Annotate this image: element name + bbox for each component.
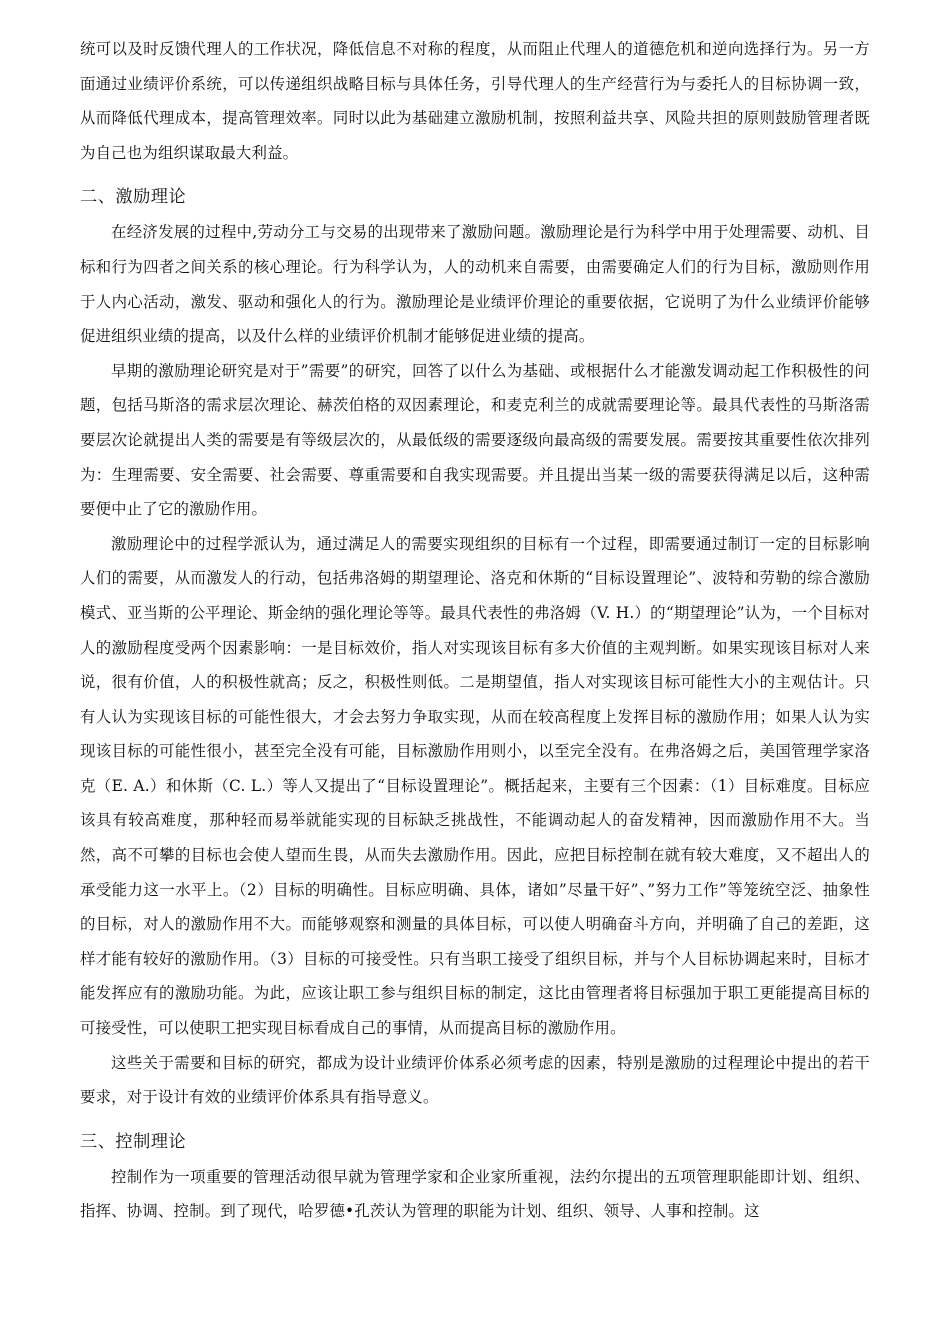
paragraph-incentive-intro: 在经济发展的过程中,劳动分工与交易的出现带来了激励问题。激励理论是行为科学中用于处理需要、动机、目标和行为四者之间关系的核心理论。行为科学认为，人的动机来自需要，由需要确定人们的行为目标，激励则作用于人内心活动，激发、驱动和强化人的行为。激励理论是业绩评价理论的重要依据，它说明了为什么业绩评价能够促进组织业绩的提高，以及什么样的业绩评价机制才能够促进业绩的提高。 — [80, 223, 870, 346]
section-heading-control-theory: 三、控制理论 — [80, 1131, 187, 1152]
paragraph-incentive-summary: 这些关于需要和目标的研究，都成为设计业绩评价体系必须考虑的因素，特别是激励的过程理论中提出的若干要求，对于设计有效的业绩评价体系具有指导意义。 — [80, 1053, 870, 1107]
document-page — [80, 32, 870, 1229]
paragraph-needs-theory: 早期的激励理论研究是对于”需要”的研究，回答了以什么为基础、或根据什么才能激发调动起工作积极性的问题，包括马斯洛的需求层次理论、赫茨伯格的双因素理论，和麦克利兰的成就需要理论等。最具代表性的马斯洛需要层次论就提出人类的需要是有等级层次的，从最低级的需要逐级向最高级的需要发展。需要按其重要性依次排列为：生理需要、安全需要、社会需要、尊重需要和自我实现需要。并且提出当某一级的需要获得满足以后，这种需要便中止了它的激励作用。 — [80, 361, 870, 519]
paragraph-agency-continuation: 统可以及时反馈代理人的工作状况，降低信息不对称的程度，从而阻止代理人的道德危机和逆向选择行为。另一方面通过业绩评价系统，可以传递组织战略目标与具体任务，引导代理人的生产经营行为与委托人的目标协调一致，从而降低代理成本，提高管理效率。同时以此为基础建立激励机制，按照利益共享、风险共担的原则鼓励管理者既为自己也为组织谋取最大利益。 — [80, 40, 870, 162]
section-heading-incentive-theory: 二、激励理论 — [80, 187, 187, 208]
paragraph-control-intro: 控制作为一项重要的管理活动很早就为管理学家和企业家所重视，法约尔提出的五项管理职能即计划、组织、指挥、协调、控制。到了现代，哈罗德•孔茨认为管理的职能为计划、组织、领导、人事和控制。这 — [80, 1167, 870, 1221]
paragraph-process-theory: 激励理论中的过程学派认为，通过满足人的需要实现组织的目标有一个过程，即需要通过制订一定的目标影响人们的需要，从而激发人的行动，包括弗洛姆的期望理论、洛克和休斯的“目标设置理论”、波特和劳勒的综合激励模式、亚当斯的公平理论、斯金纳的强化理论等等。最具代表性的弗洛姆（V. H.）的“期望理论”认为，一个目标对人的激励程度受两个因素影响：一是目标效价，指人对实现该目标有多大价值的主观判断。如果实现该目标对人来说，很有价值，人的积极性就高；反之，积极性则低。二是期望值，指人对实现该目标可能性大小的主观估计。只有人认为实现该目标的可能性很大，才会去努力争取实现，从而在较高程度上发挥目标的激励作用；如果人认为实现该目标的可能性很小，甚至完全没有可能，目标激励作用则小，以至完全没有。在弗洛姆之后，美国管理学家洛克（E. A.）和休斯（C. L.）等人又提出了“目标设置理论”。概括起来，主要有三个因素：（1）目标难度。目标应该具有较高难度，那种轻而易举就能实现的目标缺乏挑战性，不能调动起人的奋发精神，因而激励作用不大。当然，高不可攀的目标也会使人望而生畏，从而失去激励作用。因此，应把目标控制在就有较大难度，又不超出人的承受能力这一水平上。（2）目标的明确性。目标应明确、具体，诸如”尽量干好”、”努力工作”等笼统空泛、抽象性的目标，对人的激励作用不大。而能够观察和测量的具体目标，可以使人明确奋斗方向，并明确了自己的差距，这样才能有较好的激励作用。（3）目标的可接受性。只有当职工接受了组织目标，并与个人目标协调起来时，目标才能发挥应有的激励功能。为此，应该让职工参与组织目标的制定，这比由管理者将目标强加于职工更能提高目标的可接受性，可以使职工把实现目标看成自己的事情，从而提高目标的激励作用。 — [80, 534, 870, 1038]
